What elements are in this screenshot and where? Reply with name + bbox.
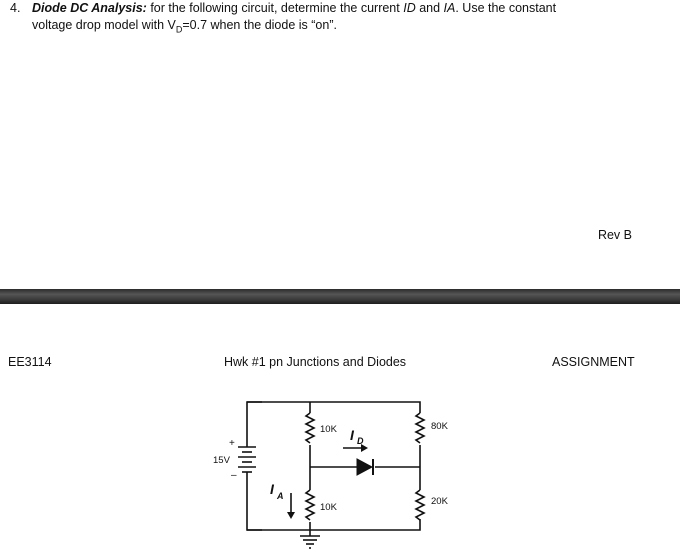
current-id-label: ID [403,1,416,15]
diode-symbol [357,459,373,475]
resistor-label-top-left: 10K [320,424,337,435]
current-ia-arrowhead [287,512,295,519]
assignment-type: ASSIGNMENT [552,355,635,369]
resistor-top-left [306,413,314,443]
wire-bottom-rail [247,519,420,530]
wire-left-bottom [247,475,262,530]
wire-top-rail [247,402,420,413]
assignment-title: Hwk #1 pn Junctions and Diodes [224,355,407,369]
ground-icon [300,536,320,548]
resistor-bottom-left [306,490,314,520]
question-text-part2: . Use the constant [455,1,557,15]
question-line2-b: =0.7 when the diode is “on”. [182,18,337,32]
current-ia-label: IA [443,1,456,15]
question-text-and: and [415,1,444,15]
resistor-label-bottom-left: 10K [320,502,337,513]
vd-subscript: D [175,24,183,35]
source-voltage-label: 15V [213,455,230,466]
source-plus-sign: + [229,438,235,449]
question-number: 4. [10,1,21,15]
current-id-subscript: D [357,436,364,446]
source-minus-sign: – [231,470,237,481]
resistor-bottom-right [416,490,424,520]
question-title: Diode DC Analysis: [32,1,147,15]
course-code: EE3114 [8,355,52,369]
question-line2-a: voltage drop model with V [32,18,176,32]
resistor-label-bottom-right: 20K [431,496,448,507]
battery-symbol [238,447,256,475]
resistor-label-top-right: 80K [431,421,448,432]
current-ia-subscript: A [277,491,284,501]
current-id-symbol: I [350,427,354,443]
resistor-top-right [416,413,424,443]
revision-label: Rev B [597,228,632,242]
wire-left-top [247,402,262,447]
current-ia-symbol: I [270,481,274,497]
question-text-part1: for the following circuit, determine the current [146,1,404,15]
